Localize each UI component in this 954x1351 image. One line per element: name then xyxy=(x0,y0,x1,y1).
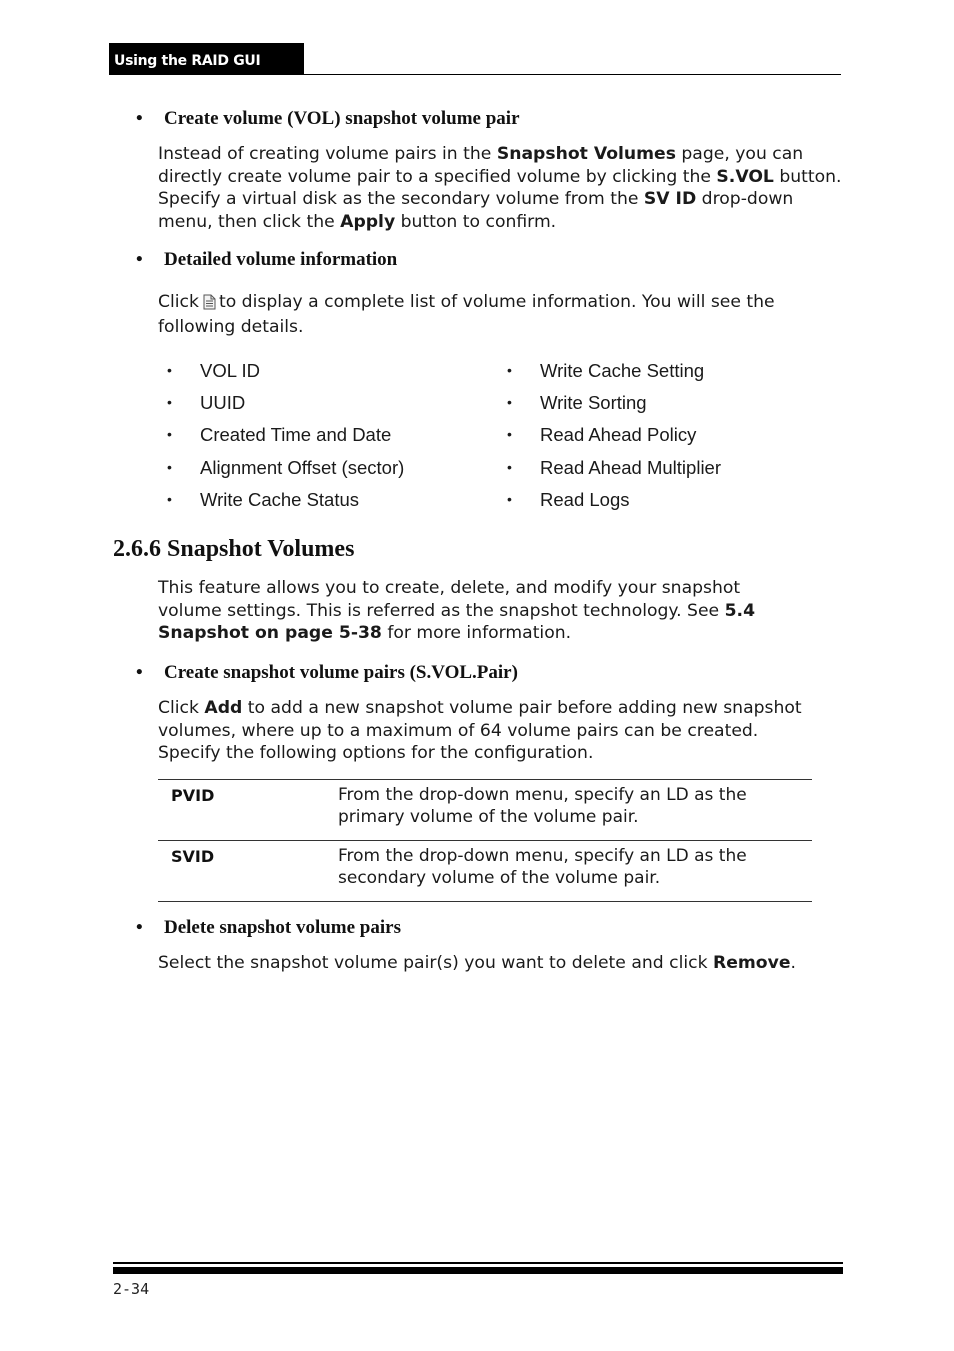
option-name: SVID xyxy=(171,847,215,866)
bold-term: Remove xyxy=(713,953,791,973)
heading-text: Detailed volume information xyxy=(164,249,398,270)
bold-term: Add xyxy=(204,698,243,718)
bullet-heading-create-vol-pair xyxy=(136,108,520,130)
bullet-dot: • xyxy=(136,108,143,129)
option-description: From the drop-down menu, specify an LD as the primary volume of the volume pair. xyxy=(338,785,747,827)
bullet-heading-create-svol-pairs xyxy=(136,662,518,684)
page-number: 2-34 xyxy=(113,1280,150,1298)
text: button. Specify a virtual disk as the secondary volume from the xyxy=(158,166,842,210)
text: page, you can directly create volume pair to a specified volume by clicking the xyxy=(158,144,804,187)
text: to display a complete list of volume information. You will see the following details. xyxy=(158,292,775,337)
text: This feature allows you to create, delete, and modify your snapshot volume settings. This is referred as the snapshot technology. See xyxy=(158,578,741,621)
bold-term: Apply xyxy=(340,211,396,232)
text: Click xyxy=(158,698,205,718)
bullet-dot: • xyxy=(136,917,143,938)
bullet-heading-detailed-info xyxy=(136,249,397,271)
heading-text: Delete snapshot volume pairs xyxy=(164,917,401,938)
section-title: 2.6.6 Snapshot Volumes xyxy=(113,536,355,562)
bullet-dot: • xyxy=(136,249,143,270)
paragraph-detailed-info xyxy=(158,290,848,340)
heading-text: Create snapshot volume pairs (S.VOL.Pair) xyxy=(164,662,518,683)
text: for more information. xyxy=(381,623,572,644)
bold-term: Snapshot Volumes xyxy=(496,144,676,164)
text: Instead of creating volume pairs in the xyxy=(158,144,497,164)
table-rule xyxy=(158,840,812,841)
paragraph-section-intro xyxy=(158,577,798,645)
bullet-heading-delete-pairs xyxy=(136,917,401,939)
text: button to confirm. xyxy=(395,211,557,232)
text: . xyxy=(790,953,796,973)
footer-rule-thin xyxy=(113,1262,843,1264)
text: Click xyxy=(158,292,199,312)
cross-reference: 5.4 Snapshot on page 5-38 xyxy=(158,600,756,644)
option-name: PVID xyxy=(171,786,215,805)
section-header-tab: Using the RAID GUI xyxy=(109,43,304,75)
table-rule xyxy=(158,901,812,902)
table-rule xyxy=(158,779,812,780)
heading-text: Create volume (VOL) snapshot volume pair xyxy=(164,108,520,129)
bold-term: SV ID xyxy=(643,189,697,210)
option-description: From the drop-down menu, specify an LD as the secondary volume of the volume pair. xyxy=(338,846,747,888)
header-rule xyxy=(303,74,841,75)
text: Select the snapshot volume pair(s) you want to delete and click xyxy=(158,953,713,973)
text: drop-down menu, then click the xyxy=(158,189,794,232)
footer-rule-thick xyxy=(113,1267,843,1274)
text: to add a new snapshot volume pair before adding new snapshot volumes, where up to a maximum of 64 volume pairs can be created. Specify the following options for the configuration. xyxy=(158,698,802,764)
paragraph-delete-pairs xyxy=(158,952,848,975)
bold-term: S.VOL xyxy=(716,166,774,187)
bullet-dot: • xyxy=(136,662,143,683)
paragraph-create-vol-pair xyxy=(158,143,848,233)
paragraph-create-svol-pairs xyxy=(158,697,822,765)
document-icon[interactable] xyxy=(203,293,216,309)
